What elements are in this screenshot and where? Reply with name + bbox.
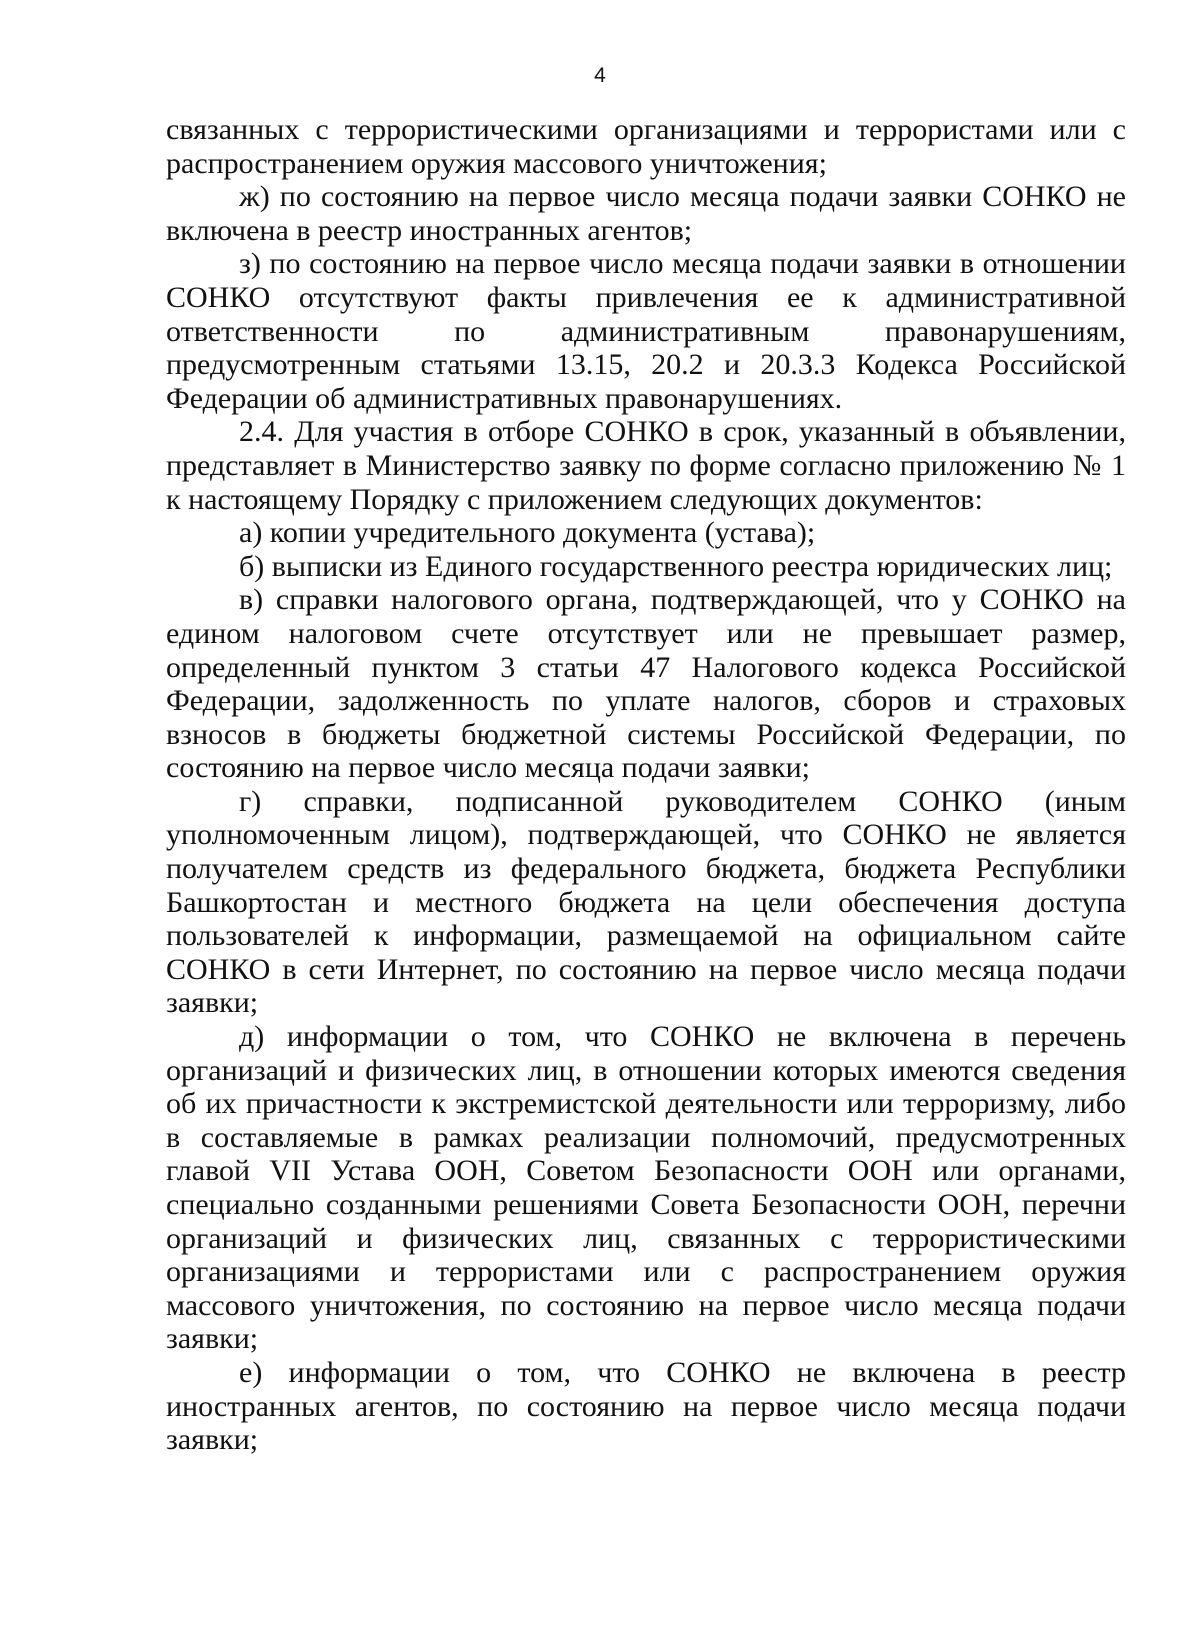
paragraph-item-a: а) копии учредительного документа (устава); [239,516,816,550]
paragraph-item-zh: ж) по состоянию на первое число месяца подачи заявки СОНКО не включена в реестр иностранных агентов; [166,180,1126,247]
paragraph-item-v: в) справки налогового органа, подтверждающей, что у СОНКО на едином налоговом счете отсутствует или не превышает размер, определенный пунктом 3 статьи 47 Налогового кодекса Российской Федерации, задолженность по уплате налогов, сборов и страховых взносов в бюджеты бюджетной системы Российской Федерации, по состоянию на первое число месяца подачи заявки; [166,583,1126,785]
paragraph-item-e: е) информации о том, что СОНКО не включена в реестр иностранных агентов, по состоянию на первое число месяца подачи заявки; [166,1355,1126,1457]
paragraph-item-b: б) выписки из Единого государственного реестра юридических лиц; [239,549,1113,583]
paragraph-item-g: г) справки, подписанной руководителем СОНКО (иным уполномоченным лицом), подтверждающей, что СОНКО не является получателем средств из федерального бюджета, бюджета Республики Башкортостан и местного бюджета на цели обеспечения доступа пользователей к информации, размещаемой на официальном сайте СОНКО в сети Интернет, по состоянию на первое число месяца подачи заявки; [166,784,1126,1020]
page-number: 4 [594,64,606,87]
paragraph-continuation: связанных с террористическими организациями и террористами или с распространением оружия массового уничтожения; [166,113,1126,180]
paragraph-item-d: д) информации о том, что СОНКО не включена в перечень организаций и физических лиц, в отношении которых имеются сведения об их причастности к экстремистской деятельности или терроризму, либо в составляемые в рамках реализации полномочий, предусмотренных главой VII Устава ООН, Советом Безопасности ООН или органами, специально созданными решениями Совета Безопасности ООН, перечни организаций и физических лиц, связанных с террористическими организациями и террористами или с распространением оружия массового уничтожения, по состоянию на первое число месяца подачи заявки; [166,1020,1126,1356]
paragraph-2-4: 2.4. Для участия в отборе СОНКО в срок, указанный в объявлении, представляет в Министерство заявку по форме согласно приложению № 1 к настоящему Порядку с приложением следующих документов: [166,415,1126,516]
paragraph-item-z: з) по состоянию на первое число месяца подачи заявки в отношении СОНКО отсутствуют факты привлечения ее к административной ответственности по административным правонарушениям, предусмотренным статьями 13.15, 20.2 и 20.3.3 Кодекса Российской Федерации об административных правонарушениях. [166,247,1126,415]
document-body [166,113,1126,1457]
